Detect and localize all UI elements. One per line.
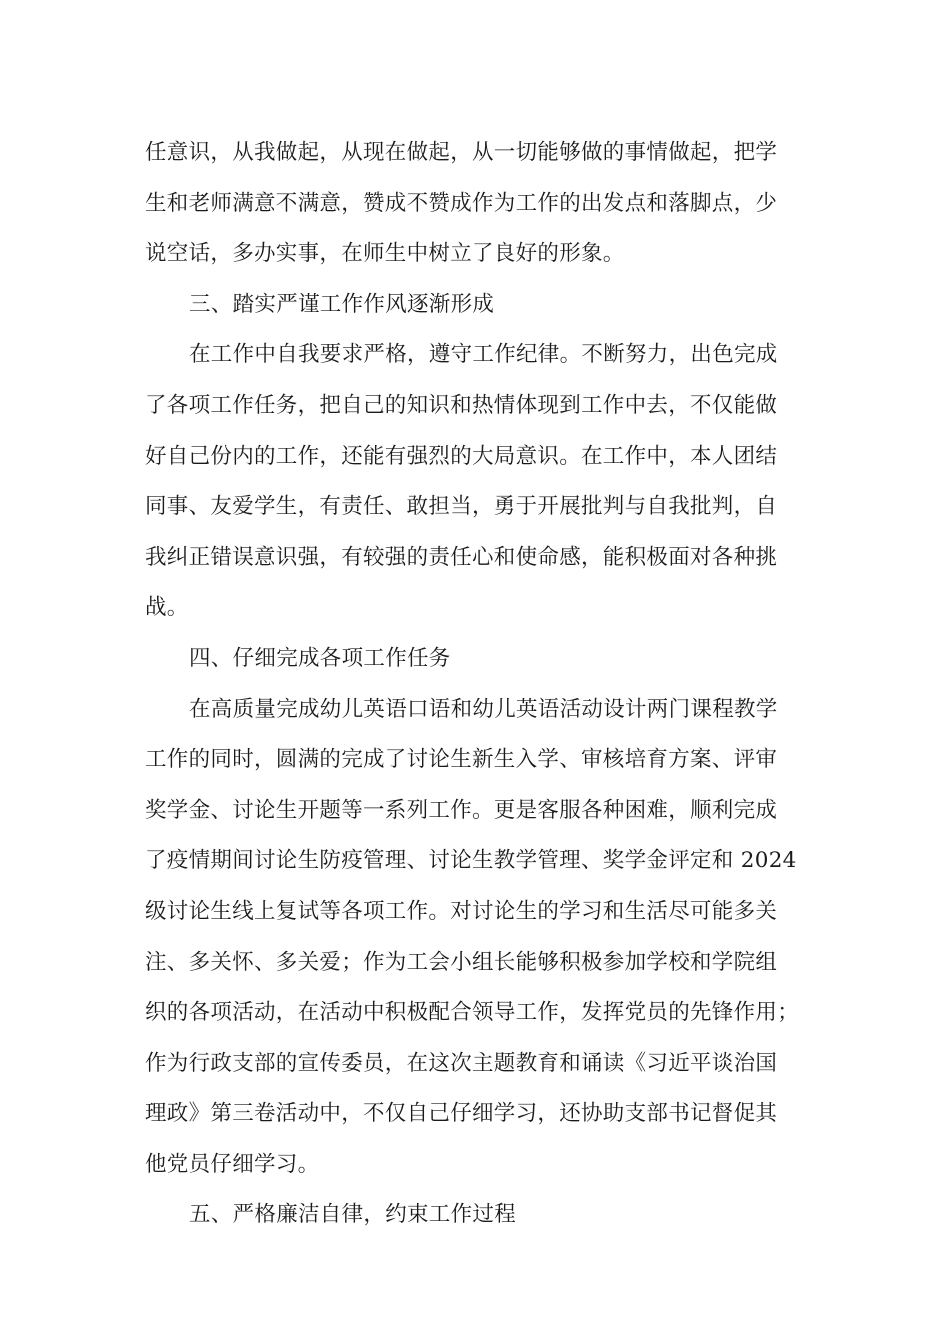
paragraph-line: 作为行政支部的宣传委员，在这次主题教育和诵读《习近平谈治国 bbox=[145, 1050, 778, 1076]
paragraph-line: 织的各项活动，在活动中积极配合领导工作，发挥党员的先锋作用； bbox=[145, 1000, 800, 1026]
paragraph-line: 在工作中自我要求严格，遵守工作纪律。不断努力，出色完成 bbox=[189, 342, 778, 368]
paragraph-line: 好自己份内的工作，还能有强烈的大局意识。在工作中，本人团结 bbox=[145, 443, 778, 469]
paragraph-line: 奖学金、讨论生开题等一系列工作。更是客服各种困难，顺利完成 bbox=[145, 797, 778, 823]
paragraph-line: 了疫情期间讨论生防疫管理、讨论生教学管理、奖学金评定和 2024 bbox=[145, 848, 797, 874]
paragraph-line: 级讨论生线上复试等各项工作。对讨论生的学习和生活尽可能多关 bbox=[145, 898, 778, 924]
section-heading: 四、仔细完成各项工作任务 bbox=[189, 645, 451, 671]
paragraph-line: 在高质量完成幼儿英语口语和幼儿英语活动设计两门课程教学 bbox=[189, 696, 778, 722]
section-heading: 三、踏实严谨工作作风逐渐形成 bbox=[189, 291, 495, 317]
paragraph-line: 注、多关怀、多关爱；作为工会小组长能够积极参加学校和学院组 bbox=[145, 949, 778, 975]
document-body bbox=[145, 128, 813, 1241]
paragraph-line: 同事、友爱学生，有责任、敢担当，勇于开展批判与自我批判，自 bbox=[145, 494, 778, 520]
paragraph-line: 说空话，多办实事，在师生中树立了良好的形象。 bbox=[145, 241, 625, 267]
paragraph-line: 他党员仔细学习。 bbox=[145, 1151, 320, 1177]
paragraph-line: 工作的同时，圆满的完成了讨论生新生入学、审核培育方案、评审 bbox=[145, 747, 778, 773]
section-heading: 五、严格廉洁自律，约束工作过程 bbox=[189, 1202, 517, 1228]
paragraph-line: 任意识，从我做起，从现在做起，从一切能够做的事情做起，把学 bbox=[145, 140, 778, 165]
paragraph-line: 战。 bbox=[145, 595, 189, 621]
paragraph-line: 理政》第三卷活动中，不仅自己仔细学习，还协助支部书记督促其 bbox=[145, 1101, 778, 1127]
paragraph-line: 生和老师满意不满意，赞成不赞成作为工作的出发点和落脚点，少 bbox=[145, 190, 778, 216]
paragraph-line: 了各项工作任务，把自己的知识和热情体现到工作中去，不仅能做 bbox=[145, 392, 778, 418]
paragraph-line: 我纠正错误意识强，有较强的责任心和使命感，能积极面对各种挑 bbox=[145, 544, 778, 570]
